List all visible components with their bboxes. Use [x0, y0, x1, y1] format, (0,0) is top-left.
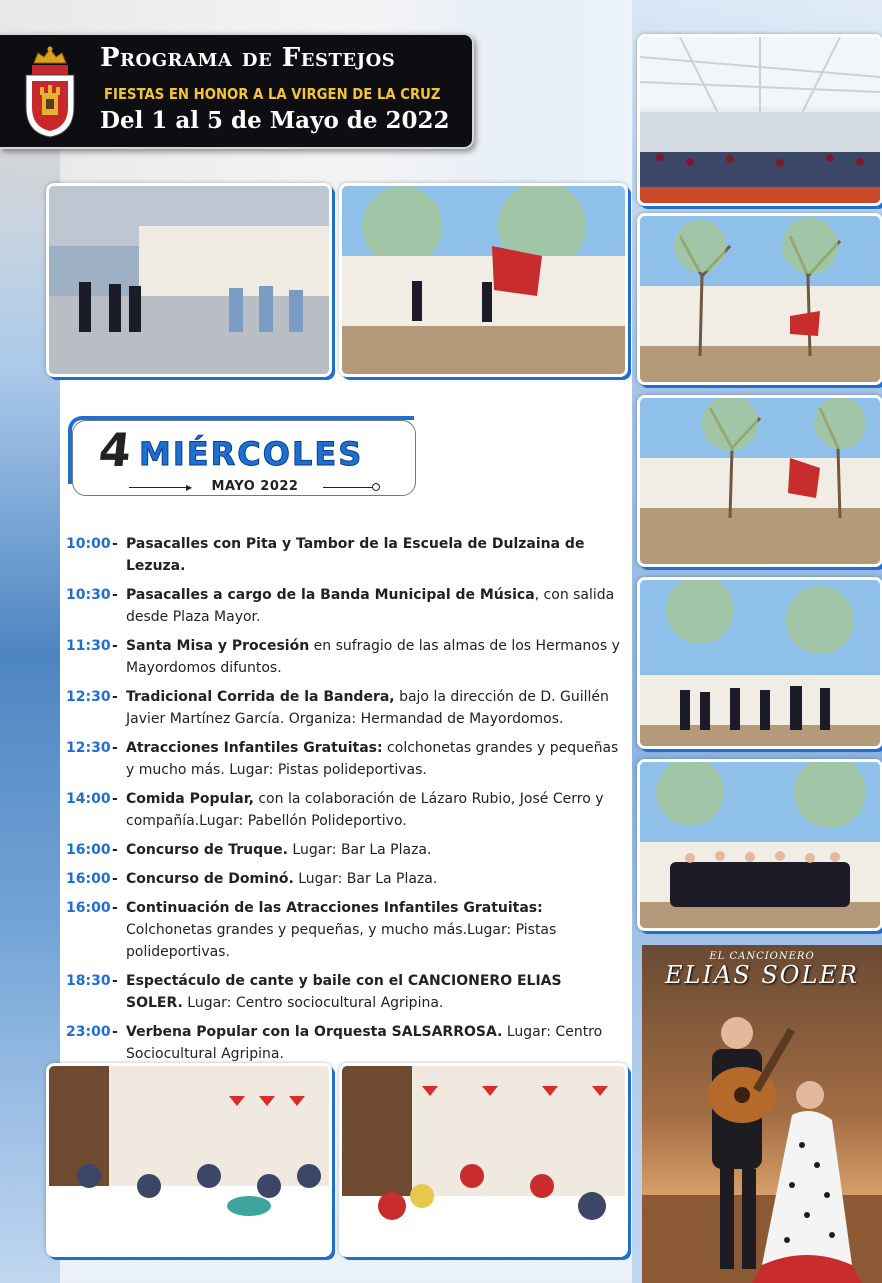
schedule-time: 16:00	[66, 871, 111, 887]
schedule-time: 12:30	[66, 740, 111, 756]
schedule-title: Concurso de Dominó.	[126, 871, 294, 887]
schedule-list	[66, 533, 622, 1072]
schedule-detail: Colchonetas grandes y pequeñas, y mucho más.Lugar: Pistas polideportivas.	[126, 922, 557, 960]
photo-mayordomos-1	[637, 577, 882, 749]
header-title: Programa de Festejos	[100, 43, 396, 73]
photo-comida-2	[339, 1063, 628, 1257]
poster-title: ELIAS SOLER	[665, 961, 859, 989]
town-crest-icon	[20, 43, 80, 139]
schedule-detail: Lugar: Bar La Plaza.	[293, 871, 438, 887]
schedule-detail: colchonetas grandes y pequeñas y mucho más. Lugar: Pistas polideportivas.	[126, 740, 619, 778]
day-name: MIÉRCOLES	[139, 435, 364, 473]
photo-flag-raise	[339, 183, 628, 377]
schedule-item: 14:00 - Comida Popular, con la colaboración de Lázaro Rubio, José Cerro y compañía.Lugar: Pabellón Polideportivo.	[66, 788, 622, 832]
day-number: 4	[96, 423, 134, 477]
schedule-detail: Lugar: Bar La Plaza.	[287, 842, 432, 858]
schedule-time: 10:00	[66, 536, 111, 552]
header-banner	[0, 33, 474, 149]
schedule-time: 18:30	[66, 973, 111, 989]
photo-street-crowd	[46, 183, 332, 377]
schedule-detail: Lugar: Centro Sociocultural Agripina.	[126, 1024, 603, 1062]
schedule-item: 12:30 - Atracciones Infantiles Gratuitas: colchonetas grandes y pequeñas y mucho más. Lugar: Pistas polideportivas.	[66, 737, 622, 781]
header-subtitle: FIESTAS EN HONOR A LA VIRGEN DE LA CRUZ	[104, 85, 441, 103]
schedule-title: Comida Popular,	[126, 791, 254, 807]
schedule-title: Tradicional Corrida de la Bandera,	[126, 689, 395, 705]
schedule-title: Concurso de Truque.	[126, 842, 288, 858]
schedule-title: Verbena Popular con la Orquesta SALSARROSA.	[126, 1024, 503, 1040]
schedule-time: 10:30	[66, 587, 111, 603]
schedule-title: Pasacalles a cargo de la Banda Municipal de Música	[126, 587, 535, 603]
schedule-title: Espectáculo de cante y baile con el CANCIONERO ELIAS SOLER.	[126, 973, 562, 1011]
photo-flag-square-1	[637, 213, 882, 385]
schedule-item: 10:00 - Pasacalles con Pita y Tambor de la Escuela de Dulzaina de Lezuza.	[66, 533, 622, 577]
schedule-time: 14:00	[66, 791, 111, 807]
schedule-detail: con la colaboración de Lázaro Rubio, José Cerro y compañía.Lugar: Pabellón Polideportivo.	[126, 791, 604, 829]
schedule-detail: en sufragio de las almas de los Hermanos y Mayordomos difuntos.	[126, 638, 620, 676]
schedule-item: 23:00 - Verbena Popular con la Orquesta SALSARROSA. Lugar: Centro Sociocultural Agripina.	[66, 1021, 622, 1065]
photo-mayordomos-2	[637, 759, 882, 931]
day-month: MAYO 2022	[211, 479, 299, 494]
photo-pavilion	[637, 34, 882, 206]
cancionero-poster	[642, 945, 882, 1283]
schedule-detail: Lugar: Centro sociocultural Agripina.	[182, 995, 444, 1011]
schedule-item: 12:30 - Tradicional Corrida de la Bandera, bajo la dirección de D. Guillén Javier Martínez García. Organiza: Hermandad de Mayordomos.	[66, 686, 622, 730]
photo-comida-1	[46, 1063, 332, 1257]
schedule-item: 18:30 - Espectáculo de cante y baile con el CANCIONERO ELIAS SOLER. Lugar: Centro sociocultural Agripina.	[66, 970, 622, 1014]
schedule-title: Atracciones Infantiles Gratuitas:	[126, 740, 383, 756]
schedule-item: 16:00 - Continuación de las Atracciones Infantiles Gratuitas: Colchonetas grandes y pequeñas, y mucho más.Lugar: Pistas polideportivas.	[66, 897, 622, 963]
poster-artwork	[642, 945, 882, 1283]
schedule-detail: , con salida desde Plaza Mayor.	[126, 587, 615, 625]
schedule-title: Santa Misa y Procesión	[126, 638, 310, 654]
photo-flag-square-2	[637, 395, 882, 567]
schedule-item: 11:30 - Santa Misa y Procesión en sufragio de las almas de los Hermanos y Mayordomos difuntos.	[66, 635, 622, 679]
schedule-item: 10:30 - Pasacalles a cargo de la Banda Municipal de Música, con salida desde Plaza Mayor.	[66, 584, 622, 628]
circle-icon	[372, 483, 380, 491]
divider-left	[129, 487, 189, 488]
poster-label: EL CANCIONERO	[709, 951, 815, 962]
header-dates: Del 1 al 5 de Mayo de 2022	[100, 107, 450, 134]
schedule-item: 16:00 - Concurso de Dominó. Lugar: Bar La Plaza.	[66, 868, 622, 890]
schedule-detail: bajo la dirección de D. Guillén Javier Martínez García. Organiza: Hermandad de Mayordomos.	[126, 689, 609, 727]
schedule-time: 16:00	[66, 900, 111, 916]
schedule-time: 16:00	[66, 842, 111, 858]
divider-right	[323, 487, 373, 488]
schedule-title: Pasacalles con Pita y Tambor de la Escuela de Dulzaina de Lezuza.	[126, 536, 585, 574]
day-badge	[72, 420, 416, 496]
schedule-time: 11:30	[66, 638, 111, 654]
schedule-time: 12:30	[66, 689, 111, 705]
schedule-item: 16:00 - Concurso de Truque. Lugar: Bar La Plaza.	[66, 839, 622, 861]
arrow-right-icon: ▶	[186, 483, 193, 492]
schedule-time: 23:00	[66, 1024, 111, 1040]
schedule-title: Continuación de las Atracciones Infantiles Gratuitas:	[126, 900, 543, 916]
